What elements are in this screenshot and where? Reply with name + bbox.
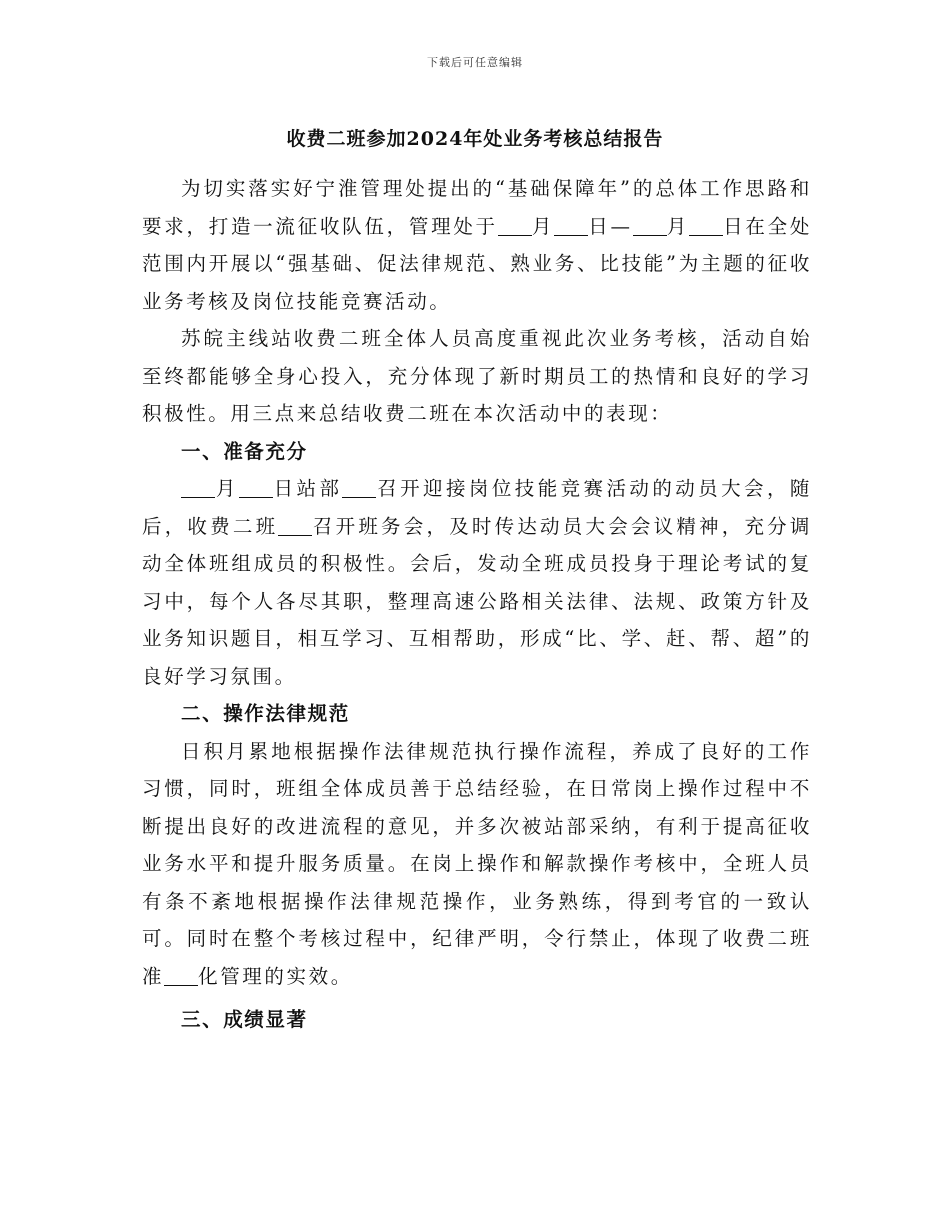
fill-blank — [689, 217, 723, 236]
paragraph-operation: 日积月累地根据操作法律规范执行操作流程，养成了良好的工作习惯，同时，班组全体成员善于总结经验，在日常岗上操作过程中不断提出良好的改进流程的意见，并多次被站部采纳，有利于提高征收业务水平和提升服务质量。在岗上操作和解款操作考核中，全班人员有条不紊地根据操作法律规范操作，业务熟练，得到考官的一致认可。同时在整个考核过程中，纪律严明，令行禁止，体现了收费二班准 化管理的实效。 — [142, 739, 812, 988]
paragraph-intro: 为切实落实好宁淮管理处提出的“基础保障年”的总体工作思路和要求，打造一流征收队伍，管理处于 月 日— 月 日在全处范围内开展以“强基础、促法律规范、熟业务、比技能”为主题的征收业务考核及岗位技能竞赛活动。 — [142, 177, 812, 313]
fill-blank — [498, 217, 532, 236]
fill-blank — [181, 479, 215, 498]
fill-blank — [554, 217, 588, 236]
fill-blank — [239, 479, 273, 498]
section-heading-preparation: 一、准备充分 — [181, 439, 308, 463]
document-body — [142, 170, 812, 1039]
section-heading-operation: 二、操作法律规范 — [181, 702, 350, 725]
document-title: 收费二班参加2024年处业务考核总结报告 — [286, 128, 664, 150]
page-header-note: 下载后可任意编辑 — [427, 56, 523, 69]
paragraph-preparation: 月 日站部 召开迎接岗位技能竞赛活动的动员大会，随后，收费二班 召开班务会，及时传达动员大会会议精神，充分调动全体班组成员的积极性。会后，发动全班成员投身于理论考试的复习中，每个人各尽其职，整理高速公路相关法律、法规、政策方针及业务知识题目，相互学习、互相帮助，形成“比、学、赶、帮、超”的良好学习氛围。 — [142, 477, 813, 688]
paragraph-overview: 苏皖主线站收费二班全体人员高度重视此次业务考核，活动自始至终都能够全身心投入，充分体现了新时期员工的热情和良好的学习积极性。用三点来总结收费二班在本次活动中的表现： — [142, 327, 812, 425]
fill-blank — [164, 967, 198, 986]
fill-blank — [342, 479, 376, 498]
fill-blank — [633, 217, 667, 236]
section-heading-results: 三、成绩显著 — [181, 1008, 308, 1031]
fill-blank — [278, 517, 312, 536]
